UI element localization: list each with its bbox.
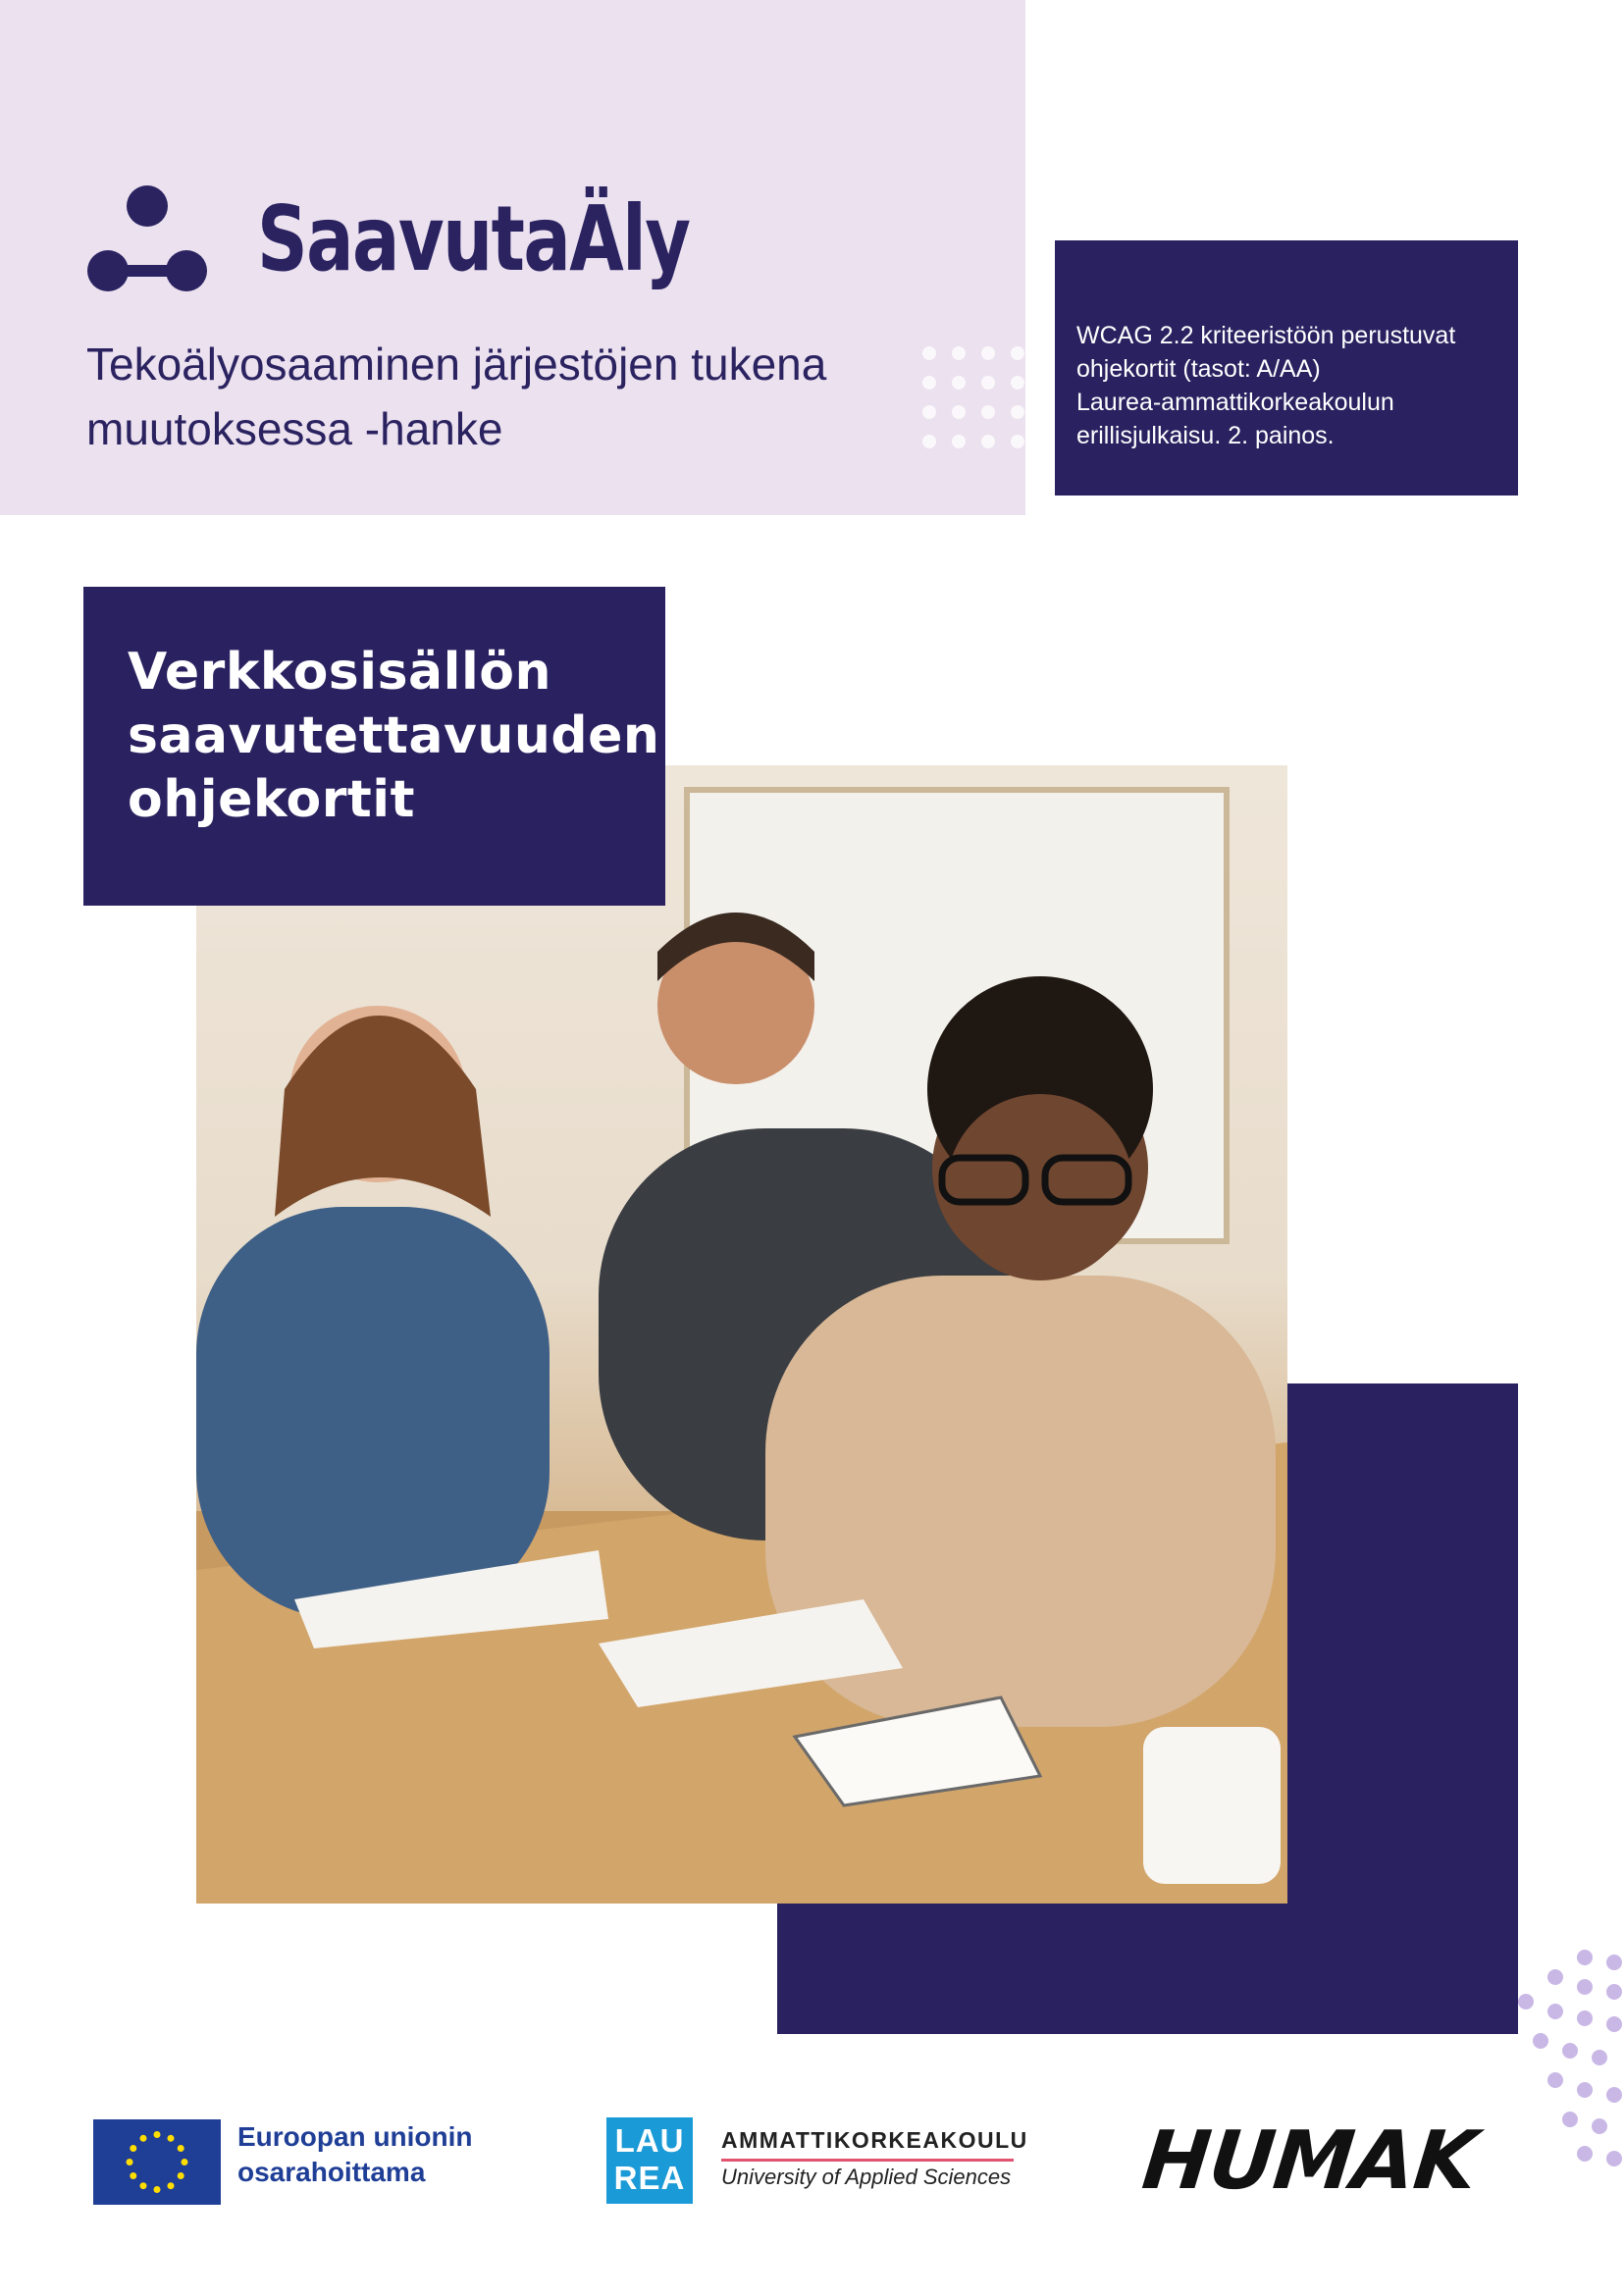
decorative-dot	[922, 346, 936, 360]
cover-photo	[196, 765, 1287, 1904]
info-line-2: ohjekortit (tasot: A/AA)	[1076, 355, 1321, 383]
laurea-logo-line-2: REA	[613, 2160, 686, 2196]
info-text	[1076, 319, 1500, 452]
eu-star-icon	[130, 2172, 136, 2179]
people-at-table-illustration	[196, 765, 1287, 1904]
decorative-dot	[952, 405, 966, 419]
eu-star-icon	[140, 2135, 147, 2142]
eu-flag-icon	[93, 2119, 221, 2205]
page-title	[128, 641, 665, 832]
decorative-dot-cluster	[1516, 1948, 1624, 2173]
saavutaaly-logo-icon	[86, 184, 209, 302]
eu-star-icon	[140, 2182, 147, 2189]
title-line-1: Verkkosisällön	[128, 643, 552, 702]
decorative-dot	[1011, 346, 1024, 360]
eu-line-1: Euroopan unionin	[237, 2121, 473, 2152]
humak-logo: HUMAK	[1138, 2114, 1481, 2208]
decorative-dot	[922, 435, 936, 448]
decorative-dot	[1011, 435, 1024, 448]
project-subtitle	[86, 332, 930, 461]
decorative-dot	[952, 435, 966, 448]
info-line-3: Laurea-ammattikorkeakoulun	[1076, 389, 1394, 416]
eu-star-icon	[154, 2131, 161, 2138]
decorative-dot	[952, 376, 966, 390]
info-line-4: erillisjulkaisu. 2. painos.	[1076, 422, 1335, 449]
decorative-dot	[1011, 376, 1024, 390]
eu-star-icon	[168, 2135, 175, 2142]
decorative-dot	[952, 346, 966, 360]
decorative-dot	[981, 405, 995, 419]
title-line-2: saavutettavuuden	[128, 706, 660, 765]
eu-star-icon	[182, 2159, 188, 2166]
decorative-dot	[1011, 405, 1024, 419]
decorative-dot	[981, 435, 995, 448]
info-box	[1055, 240, 1518, 496]
project-subtitle-line-1: Tekoälyosaaminen järjestöjen tukena	[86, 339, 827, 390]
decorative-dot-pattern	[915, 339, 1032, 456]
laurea-logo	[606, 2117, 693, 2204]
title-box	[83, 587, 665, 906]
eu-star-icon	[127, 2159, 133, 2166]
eu-star-icon	[154, 2186, 161, 2193]
eu-star-icon	[168, 2182, 175, 2189]
laurea-logo-line-1: LAU	[614, 2122, 685, 2159]
brand-name: SaavutaÄly	[257, 186, 690, 291]
info-line-1: WCAG 2.2 kriteeristöön perustuvat	[1076, 322, 1456, 349]
eu-star-icon	[178, 2145, 184, 2152]
title-line-3: ohjekortit	[128, 770, 415, 829]
laurea-divider	[721, 2159, 1014, 2162]
decorative-dot	[922, 376, 936, 390]
decorative-dot	[981, 376, 995, 390]
decorative-dot	[981, 346, 995, 360]
eu-line-2: osarahoittama	[237, 2157, 426, 2187]
laurea-lower-text: University of Applied Sciences	[721, 2165, 1012, 2189]
eu-funding-text	[237, 2119, 473, 2190]
eu-star-icon	[130, 2145, 136, 2152]
eu-star-icon	[178, 2172, 184, 2179]
project-subtitle-line-2: muutoksessa -hanke	[86, 403, 503, 454]
decorative-dot	[922, 405, 936, 419]
laurea-upper-text: AMMATTIKORKEAKOULU	[721, 2127, 1028, 2153]
